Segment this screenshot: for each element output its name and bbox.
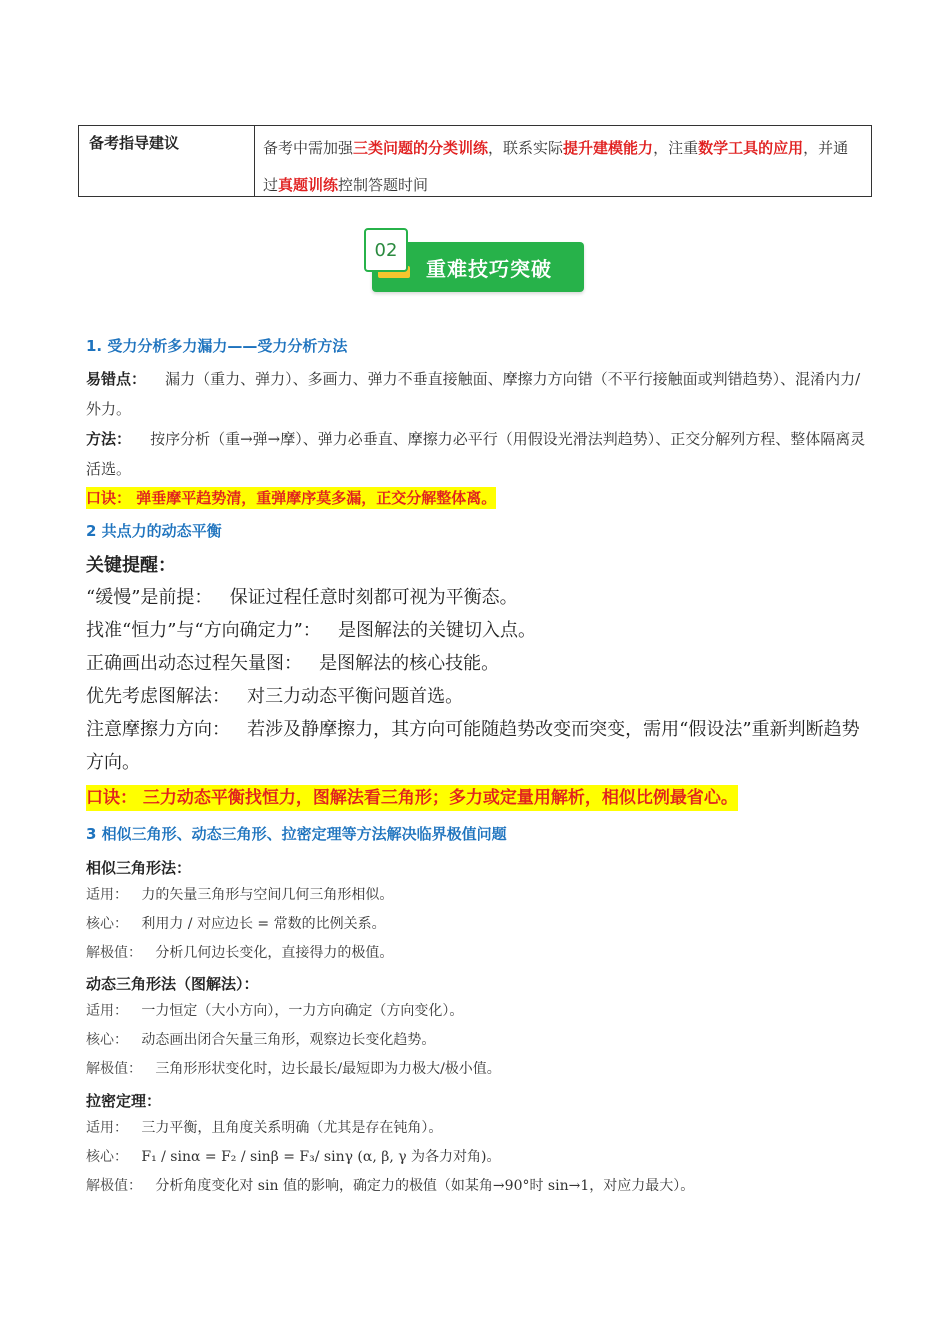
guidance-text: 控制答题时间 <box>338 176 429 194</box>
row-label: 适用： <box>86 887 128 903</box>
banner-number: 02 <box>364 228 408 272</box>
row-label: 解极值： <box>86 945 142 961</box>
row-text: 力的矢量三角形与空间几何三角形相似。 <box>141 887 394 903</box>
method-group-lami <box>86 1088 866 1201</box>
row-text: 利用力 / 对应边长 = 常数的比例关系。 <box>141 916 386 932</box>
reminder-line <box>86 713 866 779</box>
reminder-text: 对三力动态平衡问题首选。 <box>247 686 464 707</box>
reminder-text: 保证过程任意时刻都可视为平衡态。 <box>229 587 518 608</box>
row-text: 动态画出闭合矢量三角形，观察边长变化趋势。 <box>141 1032 436 1048</box>
error-points <box>86 364 866 424</box>
reminder-label: 优先考虑图解法： <box>86 686 230 707</box>
group-row <box>86 1026 866 1055</box>
guidance-content <box>255 126 871 196</box>
guidance-highlight: 提升建模能力 <box>563 139 654 157</box>
reminder-line <box>86 680 866 713</box>
row-label: 核心： <box>86 916 128 932</box>
group-row <box>86 939 866 968</box>
row-text: 分析角度变化对 sin 值的影响，确定力的极值（如某角→90°时 sin→1，对应力最大）。 <box>155 1178 695 1194</box>
guidance-header: 备考指导建议 <box>79 126 255 196</box>
mnemonic-2: 口诀： 三力动态平衡找恒力，图解法看三角形；多力或定量用解析，相似比例最省心。 <box>86 785 738 811</box>
section-3-heading: 3 相似三角形、动态三角形、拉密定理等方法解决临界极值问题 <box>86 825 507 843</box>
row-text: 三角形形状变化时，边长最长/最短即为力极大/极小值。 <box>155 1061 501 1077</box>
guidance-highlight: 数学工具的应用 <box>698 139 804 157</box>
reminder-label: 正确画出动态过程矢量图： <box>86 653 302 674</box>
group-row <box>86 1114 866 1143</box>
error-label: 易错点： <box>86 370 147 388</box>
row-label: 核心： <box>86 1149 128 1165</box>
row-text: 分析几何边长变化，直接得力的极值。 <box>155 945 394 961</box>
error-text: 漏力（重力、弹力）、多画力、弹力不垂直接触面、摩擦力方向错（不平行接触面或判错趋势）、混淆内力/外力。 <box>86 370 861 418</box>
group-title: 拉密定理： <box>86 1092 162 1110</box>
guidance-highlight: 三类问题的分类训练 <box>353 139 489 157</box>
section-1-heading: 1. 受力分析多力漏力——受力分析方法 <box>86 337 348 355</box>
row-label: 解极值： <box>86 1061 142 1077</box>
mnemonic-1: 口诀： 弹垂摩平趋势清，重弹摩序莫多漏，正交分解整体离。 <box>86 489 497 507</box>
guidance-text: ，联系实际 <box>488 139 564 157</box>
row-text: F₁ / sinα = F₂ / sinβ = F₃/ sinγ (α, β, γ 为各力对角)。 <box>141 1149 501 1165</box>
row-text: 三力平衡，且角度关系明确（尤其是存在钝角）。 <box>141 1120 443 1136</box>
group-row <box>86 910 866 939</box>
row-label: 适用： <box>86 1003 128 1019</box>
method <box>86 424 866 484</box>
row-text: 一力恒定（大小方向），一力方向确定（方向变化）。 <box>141 1003 464 1019</box>
group-row <box>86 997 866 1026</box>
reminder-line <box>86 614 866 647</box>
method-group-dynamic <box>86 971 866 1084</box>
key-reminder-label: 关键提醒： <box>86 555 176 576</box>
row-label: 解极值： <box>86 1178 142 1194</box>
guidance-text: 备考中需加强 <box>263 139 354 157</box>
guidance-text: ，并通过 <box>263 139 849 194</box>
row-label: 核心： <box>86 1032 128 1048</box>
reminder-text: 是图解法的核心技能。 <box>319 653 500 674</box>
reminder-label: 找准“恒力”与“方向确定力”： <box>86 620 321 641</box>
section-2-heading: 2 共点力的动态平衡 <box>86 522 222 540</box>
method-label: 方法： <box>86 430 132 448</box>
guidance-table <box>78 125 872 197</box>
group-title: 动态三角形法（图解法）： <box>86 975 259 993</box>
reminder-line <box>86 581 866 614</box>
reminder-text: 是图解法的关键切入点。 <box>337 620 536 641</box>
group-row <box>86 881 866 910</box>
section-banner <box>364 228 586 294</box>
group-row <box>86 1143 866 1172</box>
reminder-label: 注意摩擦力方向： <box>86 719 230 740</box>
method-text: 按序分析（重→弹→摩）、弹力必垂直、摩擦力必平行（用假设光滑法判趋势）、正交分解列方程、整体隔离灵活选。 <box>86 430 866 478</box>
mnemonic-2-row <box>86 785 866 811</box>
method-group-similar <box>86 855 866 968</box>
reminder-line <box>86 647 866 680</box>
guidance-highlight: 真题训练 <box>278 176 339 194</box>
row-label: 适用： <box>86 1120 128 1136</box>
group-title: 相似三角形法： <box>86 859 192 877</box>
group-row <box>86 1172 866 1201</box>
group-row <box>86 1055 866 1084</box>
reminder-text: 若涉及静摩擦力，其方向可能随趋势改变而突变，需用“假设法”重新判断趋势方向。 <box>86 719 860 773</box>
guidance-text: ，注重 <box>653 139 699 157</box>
reminder-label: “缓慢”是前提： <box>86 587 213 608</box>
key-reminder-list <box>86 581 866 779</box>
mnemonic-1-row <box>86 487 866 509</box>
banner-title: 重难技巧突破 <box>426 257 552 281</box>
